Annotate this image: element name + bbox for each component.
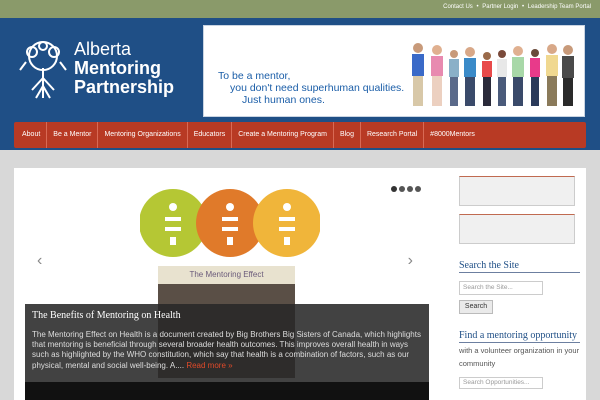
- banner-line: you don't need superhuman qualities.: [230, 82, 405, 95]
- banner-tagline: [218, 70, 404, 106]
- nav-item-blog[interactable]: Blog: [334, 122, 361, 148]
- hero-banner: [203, 25, 585, 117]
- site-header: [0, 18, 600, 150]
- slider-dot[interactable]: [407, 186, 413, 192]
- nav-item-research-portal[interactable]: Research Portal: [361, 122, 424, 148]
- tree-people-icon: [18, 38, 68, 102]
- find-opportunity-heading: Find a mentoring opportunity: [459, 331, 580, 343]
- logo-text: [74, 40, 174, 97]
- sidebar-banner[interactable]: [459, 214, 575, 244]
- nav-item-mentoring-organizations[interactable]: Mentoring Organizations: [98, 122, 187, 148]
- search-button[interactable]: Search: [459, 300, 493, 314]
- slider-next-icon[interactable]: ›: [407, 252, 413, 269]
- top-links: [442, 4, 592, 10]
- site-logo[interactable]: [18, 38, 188, 118]
- slide-body: [32, 330, 422, 371]
- sidebar-banner[interactable]: [459, 176, 575, 206]
- contact-us-link[interactable]: Contact Us: [443, 4, 473, 10]
- logo-line-mentoring: Mentoring: [74, 57, 161, 78]
- nav-item-be-a-mentor[interactable]: Be a Mentor: [47, 122, 98, 148]
- slider-prev-icon[interactable]: ‹: [37, 252, 43, 269]
- effect-image-title: The Mentoring Effect: [158, 266, 295, 284]
- partner-login-link[interactable]: Partner Login: [482, 4, 519, 10]
- kids-photo: [404, 40, 579, 115]
- slider-dots: [391, 186, 421, 192]
- banner-line: Just human ones.: [242, 94, 325, 107]
- top-bar: [0, 0, 600, 18]
- nav-item-about[interactable]: About: [16, 122, 47, 148]
- logo-line-alberta: Alberta: [74, 39, 132, 59]
- slider-dot[interactable]: [415, 186, 421, 192]
- main-nav: [14, 122, 586, 148]
- slider-dot[interactable]: [391, 186, 397, 192]
- sidebar: [459, 176, 581, 389]
- slide-caption: [25, 304, 429, 388]
- slide-body-text: The Mentoring Effect on Health is a document created by Big Brothers Big Sisters of Canada, which highlights that mentoring is beneficial through several broader health outcomes. This improves overall health in ways such as highlighted by the WHO constitution, which say that health is a combination of factors, such as our physical, mental and social well-being. A....: [32, 330, 421, 370]
- leadership-portal-link[interactable]: Leadership Team Portal: [527, 4, 591, 10]
- search-heading: Search the Site: [459, 260, 580, 273]
- nav-item-8000-mentors[interactable]: #8000Mentors: [430, 131, 475, 138]
- video-strip[interactable]: [25, 382, 429, 400]
- slide-title[interactable]: The Benefits of Mentoring on Health: [32, 310, 181, 321]
- slider-dot[interactable]: [399, 186, 405, 192]
- nav-item-create-program[interactable]: Create a Mentoring Program: [232, 122, 334, 148]
- mentoring-effect-circles: [140, 183, 320, 263]
- nav-item-educators[interactable]: Educators: [188, 122, 233, 148]
- opportunity-search-input[interactable]: Search Opportunities...: [459, 377, 543, 389]
- logo-line-partnership: Partnership: [74, 76, 175, 97]
- find-opportunity-text: with a volunteer organization in your community: [459, 346, 580, 368]
- banner-line: To be a mentor,: [218, 70, 291, 82]
- separator: •: [521, 4, 525, 10]
- read-more-link[interactable]: Read more »: [186, 360, 233, 370]
- featured-slider: [25, 178, 429, 378]
- separator: •: [476, 4, 479, 10]
- search-input[interactable]: Search the Site...: [459, 281, 543, 295]
